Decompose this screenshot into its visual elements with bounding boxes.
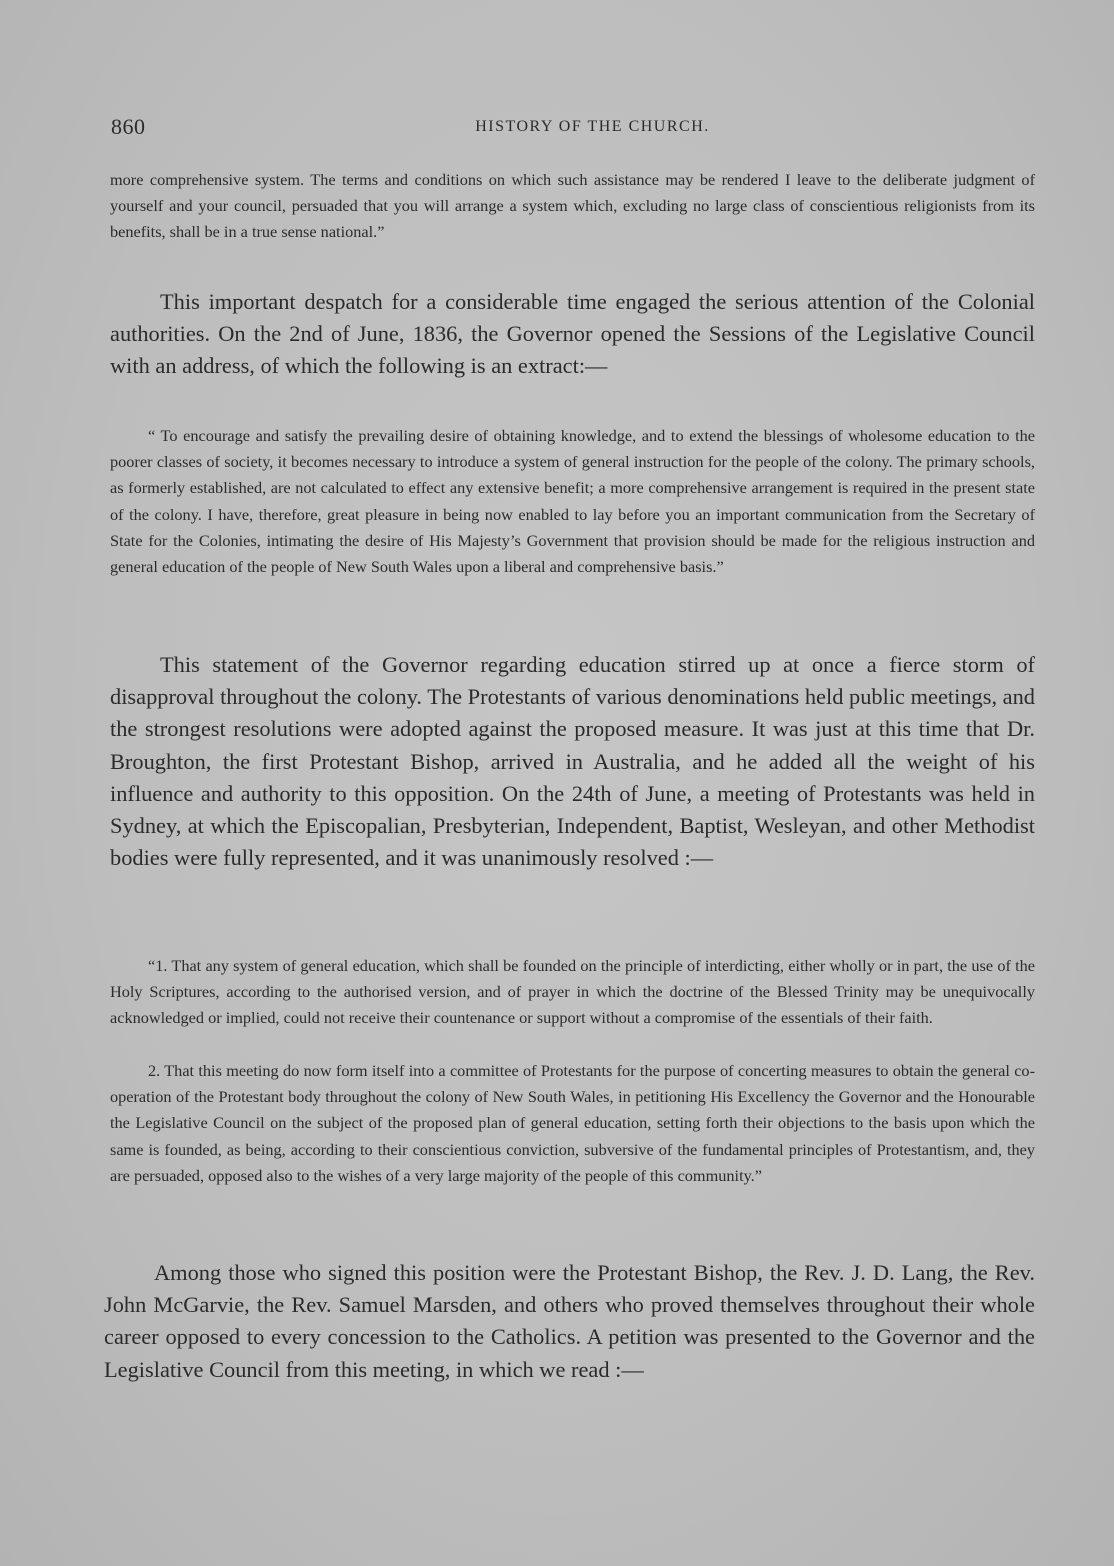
- resolution-2: 2. That this meeting do now form itself into a committee of Protestants for the purpose of concerting measures to obtain the general co-operation of the Protestant body throughout the colony of New South Wales, in petitioning His Excellency the Governor and the Honourable the Legislative Council on the subject of the proposed plan of general education, setting forth their objections to the basis upon which the same is founded, as being, according to their conscientious conviction, subversive of the fundamental principles of Protestantism, and, they are persuaded, opposed also to the wishes of a very large majority of the people of this community.”: [110, 1061, 1035, 1185]
- quote-governor: “ To encourage and satisfy the prevailing desire of obtaining knowledge, and to extend the blessings of wholesome education to the poorer classes of society, it becomes necessary to introduce a system of general instruction for the people of the colony. The primary schools, as formerly established, are not calculated to effect any extensive benefit; a more comprehensive arrangement is required in the present state of the colony. I have, therefore, great pleasure in being now enabled to lay before you an important communication from the Secretary of State for the Colonies, intimating the desire of His Majesty’s Government that provision should be made for the religious instruction and general education of the people of New South Wales upon a liberal and comprehensive basis.”: [110, 426, 1035, 577]
- page-header: [111, 114, 1034, 144]
- paragraph-despatch: This important despatch for a considerable time engaged the serious attention of the Colonial authorities. On the 2nd of June, 1836, the Governor opened the Sessions of the Legislative Council with an address, of which the following is an extract:—: [110, 289, 1035, 379]
- quote-continuation: more comprehensive system. The terms and conditions on which such assistance may be rendered I leave to the deliberate judgment of yourself and your council, persuaded that you will arrange a system which, excluding no large class of conscientious religionists from its benefits, shall be in a true sense national.”: [110, 170, 1035, 242]
- page-number: 860: [111, 114, 146, 139]
- paragraph-signers: Among those who signed this position were the Protestant Bishop, the Rev. J. D. Lang, the Rev. John McGarvie, the Rev. Samuel Marsden, and others who proved themselves throughout their whole career opposed to every concession to the Catholics. A petition was presented to the Governor and the Legislative Council from this meeting, in which we read :—: [104, 1260, 1035, 1382]
- running-title: HISTORY OF THE CHURCH.: [475, 118, 710, 135]
- resolution-1: “1. That any system of general education, which shall be founded on the principle of interdicting, either wholly or in part, the use of the Holy Scriptures, according to the authorised version, and of prayer in which the doctrine of the Blessed Trinity may be unequivocally acknowledged or implied, could not receive their countenance or support without a compromise of the essentials of their faith.: [110, 956, 1035, 1028]
- paragraph-statement: This statement of the Governor regarding education stirred up at once a fierce storm of disapproval throughout the colony. The Protestants of various denominations held public meetings, and the strongest resolutions were adopted against the proposed measure. It was just at this time that Dr. Broughton, the first Protestant Bishop, arrived in Australia, and he added all the weight of his influence and authority to this opposition. On the 24th of June, a meeting of Protestants was held in Sydney, at which the Episcopalian, Presbyterian, Independent, Baptist, Wesleyan, and other Methodist bodies were fully represented, and it was unanimously resolved :—: [110, 652, 1035, 871]
